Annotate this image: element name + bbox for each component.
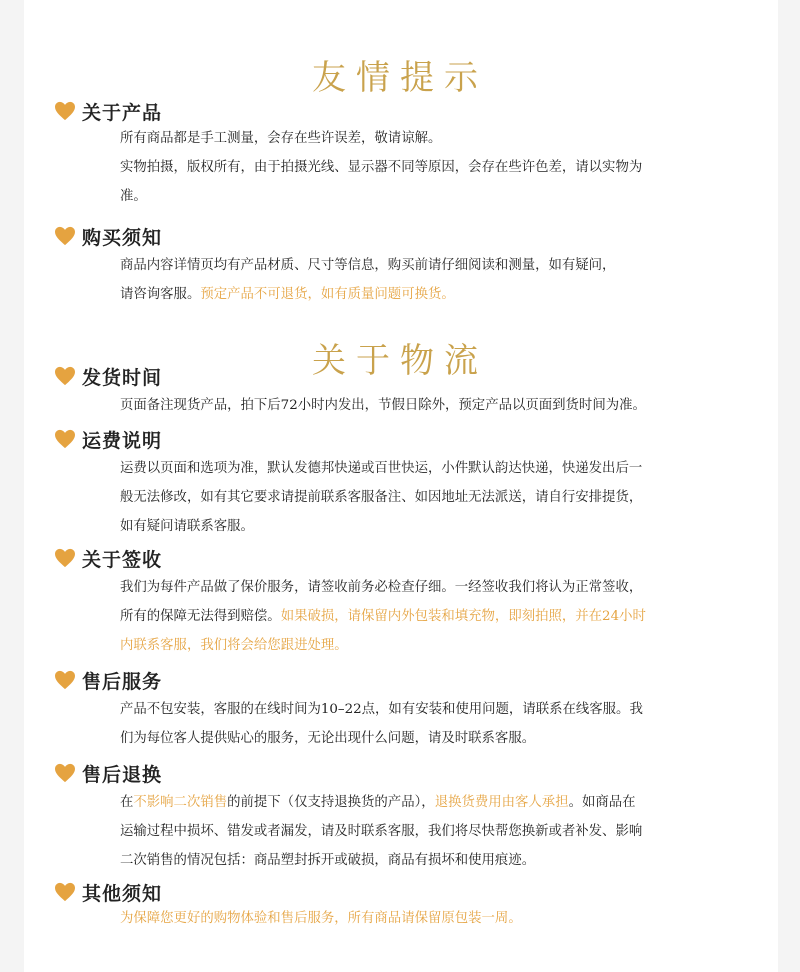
body-line: 们为每位客人提供贴心的服务，无论出现什么问题，请及时联系客服。	[120, 731, 536, 746]
body-line: 产品不包安装，客服的在线时间为10–22点，如有安装和使用问题，请联系在线客服。我	[120, 702, 643, 717]
heart-icon	[54, 763, 76, 783]
body-line: 实物拍摄，版权所有，由于拍摄光线、显示器不同等原因，会存在些许色差，请以实物为	[120, 160, 643, 175]
heart-icon	[54, 429, 76, 449]
body-line: 般无法修改，如有其它要求请提前联系客服备注、如因地址无法派送，请自行安排提货，	[120, 490, 643, 505]
section-purchase-notice	[54, 222, 744, 308]
body-line: 内联系客服，我们将会给您跟进处理。	[120, 638, 348, 653]
body-line: 为保障您更好的购物体验和售后服务，所有商品请保留原包装一周。	[120, 911, 522, 926]
section-heading: 运费说明	[82, 429, 163, 452]
heart-icon	[54, 101, 76, 121]
section-shipping-time	[54, 362, 744, 419]
body-line: 运输过程中损坏、错发或者漏发，请及时联系客服，我们将尽快帮您换新或者补发、影响	[120, 824, 643, 839]
section-heading: 购买须知	[82, 226, 163, 249]
section-heading: 售后退换	[82, 763, 163, 786]
body-line: 在不影响二次销售的前提下（仅支持退换货的产品），退换货费用由客人承担。如商品在	[120, 795, 636, 810]
body-line: 所有商品都是手工测量，会存在些许误差，敬请谅解。	[120, 131, 442, 146]
body-line: 我们为每件产品做了保价服务，请签收前务必检查仔细。一经签收我们将认为正常签收，	[120, 580, 643, 595]
section-freight	[54, 425, 744, 540]
body-line: 准。	[120, 189, 147, 204]
section-heading: 其他须知	[82, 882, 163, 905]
section-heading: 关于产品	[82, 101, 163, 124]
left-margin-strip	[0, 0, 24, 972]
section-heading: 关于签收	[82, 548, 163, 571]
heart-icon	[54, 226, 76, 246]
section-heading: 售后服务	[82, 670, 163, 693]
right-margin-strip	[778, 0, 800, 972]
section-about-product	[54, 97, 744, 212]
body-line: 商品内容详情页均有产品材质、尺寸等信息，购买前请仔细阅读和测量，如有疑问，	[120, 258, 616, 273]
tips-title: 友情提示	[312, 58, 488, 98]
body-line: 请咨询客服。预定产品不可退货，如有质量问题可换货。	[120, 287, 455, 302]
heart-icon	[54, 882, 76, 902]
body-line: 二次销售的情况包括：商品塑封拆开或破损，商品有损坏和使用痕迹。	[120, 853, 536, 868]
logistics-title: 关于物流	[312, 341, 488, 381]
body-line: 所有的保障无法得到赔偿。如果破损，请保留内外包装和填充物，即刻拍照，并在24小时	[120, 609, 646, 624]
heart-icon	[54, 366, 76, 386]
heart-icon	[54, 670, 76, 690]
section-receipt	[54, 544, 744, 659]
section-returns	[54, 759, 744, 874]
body-line: 页面备注现货产品，拍下后72小时内发出，节假日除外，预定产品以页面到货时间为准。	[120, 398, 646, 413]
body-line: 运费以页面和选项为准，默认发德邦快递或百世快运，小件默认韵达快递，快递发出后一	[120, 461, 643, 476]
body-line: 如有疑问请联系客服。	[120, 519, 254, 534]
section-after-sales	[54, 666, 744, 752]
heart-icon	[54, 548, 76, 568]
section-heading: 发货时间	[82, 366, 163, 389]
section-other-notice	[54, 878, 744, 935]
